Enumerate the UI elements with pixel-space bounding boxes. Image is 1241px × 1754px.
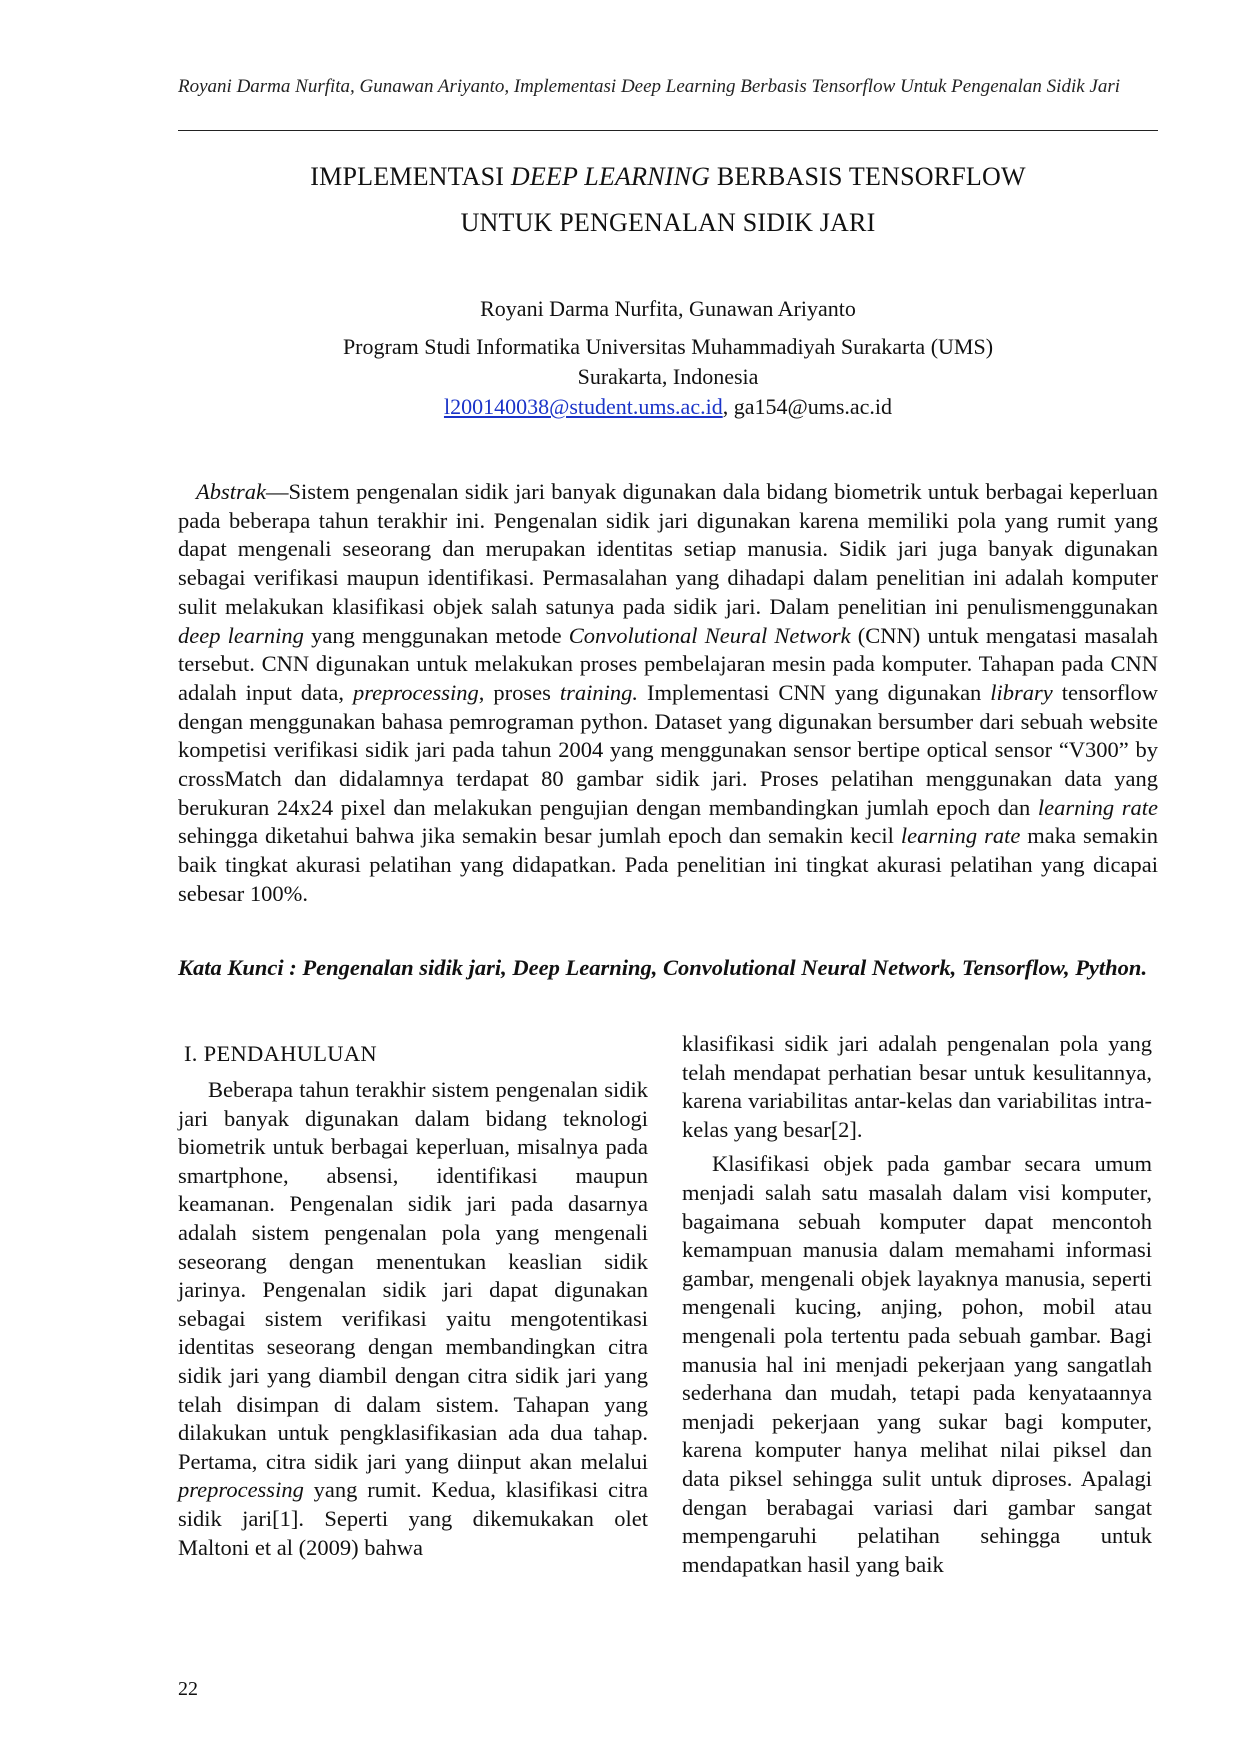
section-heading: I. PENDAHULUAN xyxy=(184,1041,377,1066)
abstract-text: sehingga diketahui bahwa jika semakin besar jumlah epoch dan semakin kecil xyxy=(178,823,901,849)
affiliation: Program Studi Informatika Universitas Muhammadiyah Surakarta (UMS) xyxy=(342,334,994,359)
paragraph-text: yang rumit. Kedua, klasifikasi citra sidik jari[1]. Seperti yang dikemukakan olet Maltoni et al (2009) bahwa xyxy=(178,1477,648,1560)
title-text: IMPLEMENTASI xyxy=(310,162,511,191)
abstract-dash: — xyxy=(266,479,289,504)
abstract-term: learning rate xyxy=(1037,794,1158,820)
abstract-text: Implementasi CNN yang digunakan xyxy=(638,679,991,705)
body-paragraph: Klasifikasi objek pada gambar secara umum menjadi salah satu masalah dalam visi komputer, bagaimana sebuah komputer dapat mencontoh kemampuan manusia dalam memahami informasi gambar, mengenali objek layaknya manusia, seperti mengenali kucing, anjing, pohon, mobil atau mengenali pola tertentu pada sebuah gambar. Bagi manusia hal ini menjadi pekerjaan yang sangatlah sederhana dan mudah, tetapi pada kenyataannya menjadi pekerjaan yang sukar bagi komputer, karena komputer hanya melihat nilai piksel dan data piksel sehingga sulit untuk diproses. Apalagi dengan berabagai variasi dari gambar sangat mempengaruhi pelatihan sehingga untuk mendapatkan hasil yang baik xyxy=(682,1151,1152,1577)
abstract xyxy=(178,478,1158,909)
abstract-text: yang menggunakan metode xyxy=(303,622,569,648)
running-header: Royani Darma Nurfita, Gunawan Ariyanto, Implementasi Deep Learning Berbasis Tensorflow Untuk Pengenalan Sidik Jari xyxy=(178,76,1121,97)
title-text: BERBASIS TENSORFLOW xyxy=(710,162,1026,191)
abstract-term: preprocessing xyxy=(352,679,479,705)
right-column xyxy=(682,1030,1152,1579)
paragraph-term: preprocessing xyxy=(178,1477,304,1503)
header-rule xyxy=(178,130,1158,131)
paper-title-line-2: UNTUK PENGENALAN SIDIK JARI xyxy=(460,208,876,237)
body-paragraph xyxy=(178,1076,648,1562)
abstract-text: Sistem pengenalan sidik jari banyak digunakan dala bidang biometrik untuk berbagai keperluan pada beberapa tahun terakhir ini. Pengenalan sidik jari digunakan karena memiliki pola yang rumit yang dapat mengenali seseorang dan merupakan identitas setiap manusia. Sidik jari juga banyak digunakan sebagai verifikasi maupun identifikasi. Permasalahan yang dihadapi dalam penelitian ini adalah komputer sulit melakukan klasifikasi objek salah satunya pada sidik jari. Dalam penelitian ini penulismenggunakan xyxy=(178,479,1158,619)
title-italic-text: DEEP LEARNING xyxy=(510,162,711,191)
email-separator: , xyxy=(722,394,734,419)
abstract-text: , proses xyxy=(478,679,560,705)
abstract-label: Abstrak xyxy=(196,479,266,504)
page-number: 22 xyxy=(178,1678,198,1700)
abstract-term: training. xyxy=(559,679,638,705)
abstract-text: maka semakin baik tingkat akurasi pelatihan yang didapatkan. Pada penelitian ini tingkat akurasi pelatihan yang dicapai sebesar 100%. xyxy=(178,823,1158,906)
emails xyxy=(178,393,1158,421)
email-link[interactable]: l200140038@student.ums.ac.id xyxy=(443,394,723,419)
paper-title-line-1 xyxy=(178,160,1158,194)
abstract-term: deep learning xyxy=(178,622,304,648)
email-secondary: ga154@ums.ac.id xyxy=(733,394,893,419)
body-paragraph: klasifikasi sidik jari adalah pengenalan pola yang telah mendapat perhatian besar untuk kesulitannya, karena variabilitas antar-kelas dan variabilitas intra-kelas yang besar[2]. xyxy=(682,1031,1152,1142)
abstract-text: tensorflow dengan menggunakan bahasa pemrograman python. Dataset yang digunakan bersumber dari sebuah website kompetisi verifikasi sidik jari pada tahun 2004 yang menggunakan sensor bertipe optical sensor “V300” by crossMatch dan didalamnya terdapat 80 gambar sidik jari. Proses pelatihan menggunakan data yang berukuran 24x24 pixel dan melakukan pengujian dengan membandingkan jumlah epoch dan xyxy=(178,679,1158,820)
keywords: Kata Kunci : Pengenalan sidik jari, Deep Learning, Convolutional Neural Network, Tensorflow, Python. xyxy=(178,955,1148,980)
location: Surakarta, Indonesia xyxy=(577,364,759,389)
abstract-text: (CNN) untuk mengatasi masalah tersebut. CNN digunakan untuk melakukan proses pembelajaran mesin pada komputer. Tahapan pada CNN adalah input data, xyxy=(178,622,1158,705)
abstract-term: learning rate xyxy=(900,823,1021,849)
paragraph-text: Beberapa tahun terakhir sistem pengenalan sidik jari banyak digunakan dalam bidang teknologi biometrik untuk berbagai keperluan, misalnya pada smartphone, absensi, identifikasi maupun keamanan. Pengenalan sidik jari pada dasarnya adalah sistem pengenalan pola yang mengenali seseorang dengan menentukan keaslian sidik jarinya. Pengenalan sidik jari dapat digunakan sebagai sistem verifikasi yaitu mengotentikasi identitas seseorang dengan membandingkan citra sidik jari yang diambil dengan citra sidik jari yang telah disimpan di dalam sistem. Tahapan yang dilakukan untuk pengklasifikasian ada dua tahap. Pertama, citra sidik jari yang diinput akan melalui xyxy=(178,1077,648,1474)
abstract-term: Convolutional Neural Network xyxy=(568,622,851,648)
abstract-term: library xyxy=(990,679,1053,705)
left-column xyxy=(178,1040,648,1562)
authors: Royani Darma Nurfita, Gunawan Ariyanto xyxy=(480,296,856,321)
